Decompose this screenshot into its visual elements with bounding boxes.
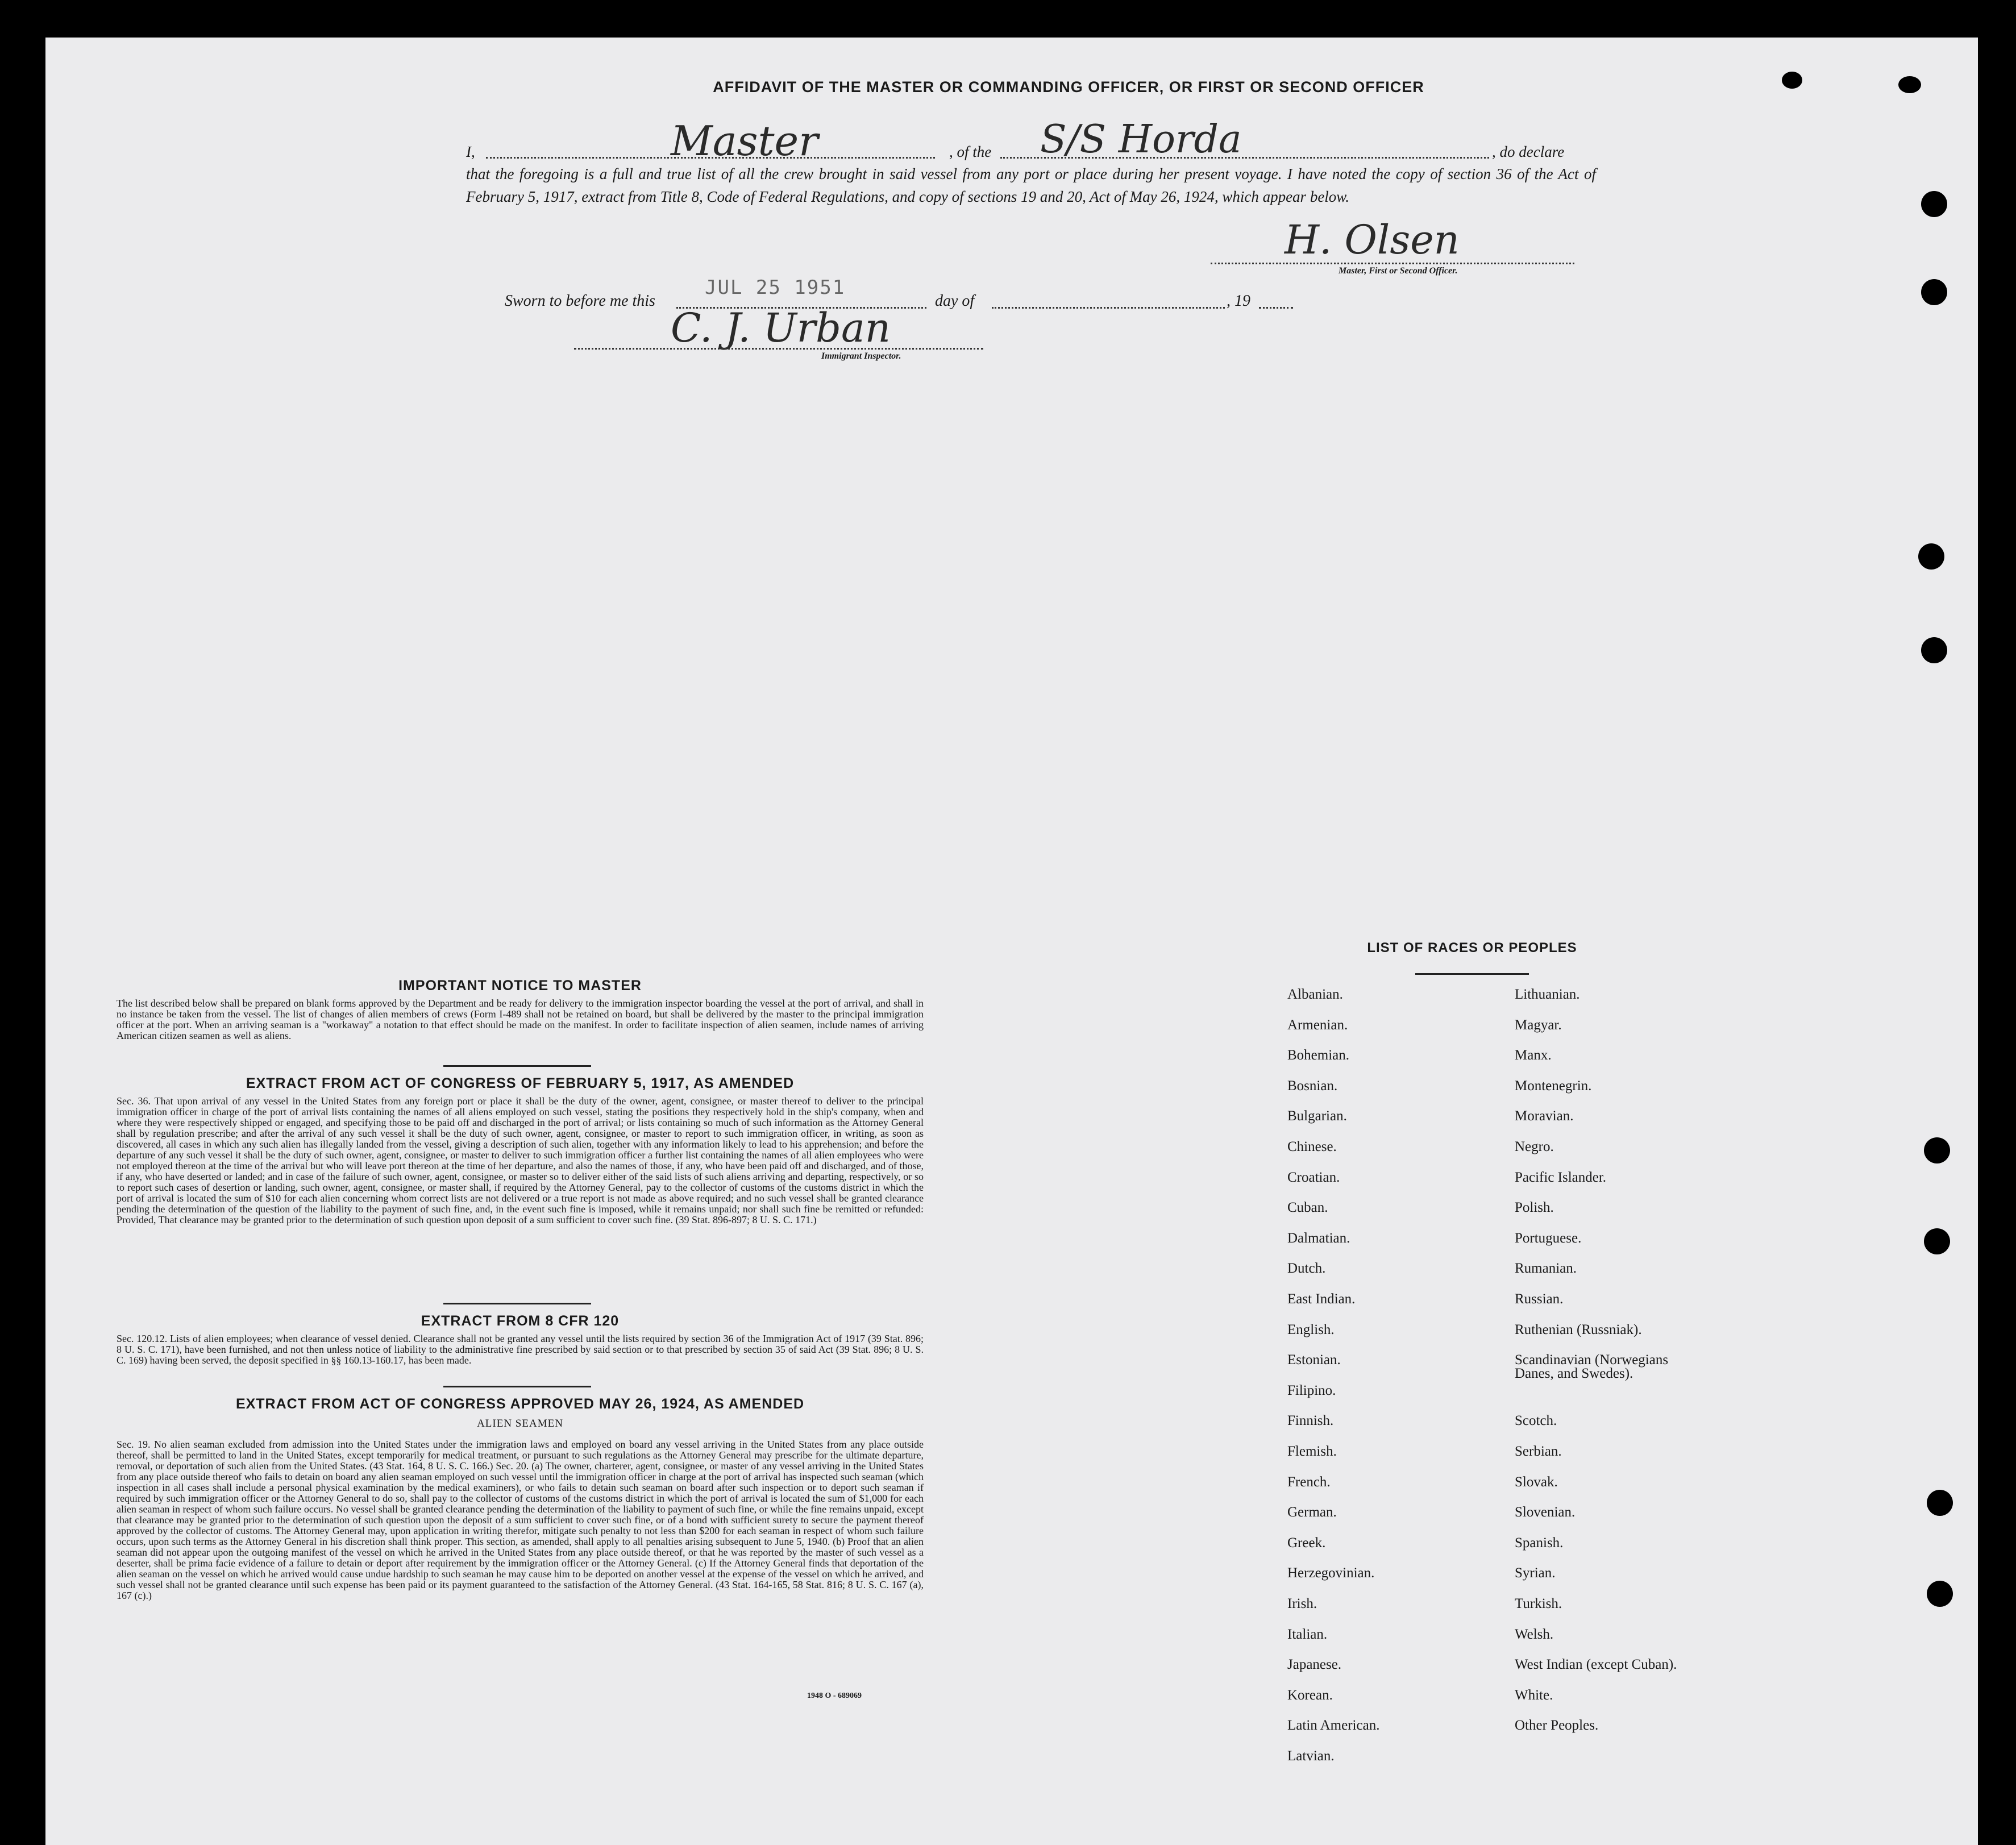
race-item: Flemish. <box>1287 1444 1337 1459</box>
document-page <box>45 38 1978 1845</box>
inspector-line <box>574 348 983 350</box>
race-item: Welsh. <box>1515 1626 1554 1642</box>
race-item: Irish. <box>1287 1596 1317 1611</box>
punch-hole <box>1927 1490 1953 1516</box>
race-item: Serbian. <box>1515 1444 1562 1459</box>
affidavit-i-label: I, <box>466 143 475 160</box>
month-line <box>992 307 1225 309</box>
race-item: Filipino. <box>1287 1382 1336 1398</box>
extract-1917-body: Sec. 36. That upon arrival of any vessel in the United States from any foreign port or place it shall be the duty of the owner, agent, consignee, or master thereof to deliver to the principal immigration officer in charge of the port of arrival lists containing the names of all aliens employed on such vessel, stating the positions they respectively hold in the ship's company, when and where they were respectively shipped or engaged, and specifying those to be paid off and discharged in the port of arrival; or lists containing so much of such information as the Attorney General shall by regulation prescribe; and after the arrival of any such vessel it shall be the duty of such owner, agent, consignee, or master to report to such immigration officer, in writing, as soon as discovered, all cases in which any such alien has illegally landed from the vessel, giving a description of such alien, together with any information likely to lead to his apprehension; and before the departure of any such vessel it shall be the duty of such owner, agent, consignee, or master to deliver to such immigration officer a further list containing the names of all alien employees who were not employed thereon at the time of the arrival but who will leave port thereon at the time of her departure, and also the names of those, if any, who have been paid off and discharged, and of those, if any, who have deserted or landed; and in case of the failure of such owner, agent, consignee, or master so to deliver either of the said lists of such aliens arriving and departing, respectively, or so to report such cases of desertion or landing, such owner, agent, consignee, or master shall, if required by the Attorney General, pay to the collector of customs of the customs district in which the port of arrival is located the sum of $10 for each alien concerning whom correct lists are not delivered or a true report is not made as above required; and no such vessel shall be granted clearance pending the determination of the question of the liability to the payment of such fine, and, in the event such fine is imposed, while it remains unpaid; nor shall such fine be remitted or refunded: Provided, That clearance may be granted prior to the determination of such question upon deposit of a sum sufficient to cover such fine. (39 Stat. 896-897; 8 U. S. C. 171.) <box>117 1095 924 1225</box>
affidavit-body: that the foregoing is a full and true list of all the crew brought in said vessel from any port or place during her present voyage. I have noted the copy of section 36 of the Act of February 5, 1917, extract from Title 8, Code of Federal Regulations, and copy of sections 19 and 20, Act of May 26, 1924, which appear below. <box>466 165 1596 205</box>
race-item: Polish. <box>1515 1200 1554 1216</box>
divider <box>443 1386 591 1387</box>
race-item: Chinese. <box>1287 1139 1337 1154</box>
race-item: Moravian. <box>1515 1108 1574 1124</box>
date-stamp: JUL 25 1951 <box>705 276 846 299</box>
race-item: Korean. <box>1287 1687 1333 1703</box>
punch-hole <box>1898 76 1921 93</box>
race-item: Estonian. <box>1287 1352 1341 1368</box>
affidavit-title: AFFIDAVIT OF THE MASTER OR COMMANDING OFFICER, OR FIRST OR SECOND OFFICER <box>713 78 1424 95</box>
race-item: Bohemian. <box>1287 1048 1350 1063</box>
print-code: 1948 O - 689069 <box>807 1692 862 1700</box>
race-item: Cuban. <box>1287 1200 1328 1216</box>
do-declare-label: , do declare <box>1492 143 1565 160</box>
race-item: Croatian. <box>1287 1169 1340 1185</box>
race-item: Dalmatian. <box>1287 1230 1350 1246</box>
race-item: Other Peoples. <box>1515 1718 1599 1734</box>
extract-1924-subtitle: ALIEN SEAMEN <box>477 1418 563 1430</box>
race-item: Portuguese. <box>1515 1230 1582 1246</box>
divider <box>443 1303 591 1304</box>
extract-1924-title: EXTRACT FROM ACT OF CONGRESS APPROVED MAY 26, 1924, AS AMENDED <box>235 1396 805 1412</box>
race-item: Manx. <box>1515 1048 1552 1063</box>
day-of-label: day of <box>935 292 975 310</box>
races-title: LIST OF RACES OR PEOPLES <box>1367 940 1577 955</box>
race-item: Bulgarian. <box>1287 1108 1347 1124</box>
punch-hole <box>1924 1137 1950 1163</box>
race-item: Syrian. <box>1515 1565 1556 1581</box>
race-item: East Indian. <box>1287 1291 1356 1307</box>
punch-hole <box>1782 72 1802 89</box>
divider <box>443 1065 591 1067</box>
race-item: Herzegovinian. <box>1287 1565 1375 1581</box>
race-item: Bosnian. <box>1287 1078 1338 1094</box>
divider <box>1415 973 1529 975</box>
race-item: Slovak. <box>1515 1474 1558 1490</box>
year-prefix: , 19 <box>1227 292 1250 310</box>
inspector-signature: C. J. Urban <box>671 305 891 351</box>
year-line <box>1259 307 1293 309</box>
officer-handwritten: Master <box>671 117 818 165</box>
race-item: Spanish. <box>1515 1535 1564 1551</box>
extract-cfr-title: EXTRACT FROM 8 CFR 120 <box>421 1313 620 1329</box>
race-item: German. <box>1287 1505 1337 1520</box>
race-item: Turkish. <box>1515 1596 1562 1611</box>
extract-cfr-body: Sec. 120.12. Lists of alien employees; when clearance of vessel denied. Clearance shall not be granted any vessel until the lists required by section 36 of the Immigration Act of 1917 (39 Stat. 896; 8 U. S. C. 171), have been furnished, and not then unless notice of liability to the administrative fine prescribed by said section or to that prescribed by section 35 of said Act (39 Stat. 896; 8 U. S. C. 169) having been served, the deposit specified in §§ 160.13-160.17, has been made. <box>117 1333 924 1366</box>
sworn-label: Sworn to before me this <box>505 292 655 310</box>
race-item: English. <box>1287 1322 1335 1337</box>
race-item: West Indian (except Cuban). <box>1515 1657 1677 1673</box>
punch-hole <box>1921 279 1947 305</box>
race-item: French. <box>1287 1474 1331 1490</box>
race-item: Montenegrin. <box>1515 1078 1592 1094</box>
race-item: Italian. <box>1287 1626 1328 1642</box>
race-item: Russian. <box>1515 1291 1564 1307</box>
extract-1917-title: EXTRACT FROM ACT OF CONGRESS OF FEBRUARY 5, 1917, AS AMENDED <box>246 1075 795 1091</box>
race-item: Lithuanian. <box>1515 987 1580 1002</box>
notice-body: The list described below shall be prepared on blank forms approved by the Department and be ready for delivery to the immigration inspector boarding the vessel at the port of arrival, and shall in no instance be taken from the vessel. The list of changes of alien members of crews (Form I-489 shall not be retained on board, but shall be delivered by the master to the principal immigration officer at the port. When an arriving seaman is a "workaway" a notation to that effect should be made on the manifest. In order to facilitate inspection of alien seamen, include names of arriving American citizen seamen as well as aliens. <box>117 998 924 1041</box>
race-item: Pacific Islander. <box>1515 1169 1607 1185</box>
race-item: Scandinavian (Norwegians Danes, and Swedes). <box>1515 1352 1669 1382</box>
of-the-label: , of the <box>949 143 992 160</box>
race-item: Slovenian. <box>1515 1505 1576 1520</box>
punch-hole <box>1921 637 1947 663</box>
race-item: Japanese. <box>1287 1657 1342 1673</box>
punch-hole <box>1921 191 1947 217</box>
extract-1924-body: Sec. 19. No alien seaman excluded from admission into the United States under the immigration laws and employed on board any vessel arriving in the United States from any place outside thereof, shall be permitted to land in the United States, except temporarily for medical treatment, or pursuant to such regulations as the Attorney General may prescribe for the ultimate departure, removal, or deportation of such alien from the United States. (43 Stat. 164, 8 U. S. C. 166.) Sec. 20. (a) The owner, charterer, agent, consignee, or master of any vessel arriving in the United States from any place outside thereof who fails to detain on board any alien seaman employed on such vessel until the immigration officer in charge at the port of arrival has inspected such seaman (which inspection in all cases shall include a personal physical examination by the medical examiners), or who fails to detain such seaman on board after such inspection or to deport such seaman if required by such immigration officer or the Attorney General to do so, shall pay to the collector of customs of the customs district in which the port of arrival is located the sum of $1,000 for each alien seaman in respect of whom such failure occurs. No vessel shall be granted clearance pending the determination of the liability to payment of such fine, or while the fine remains unpaid, except that clearance may be granted prior to the determination of such question upon the deposit of a sum sufficient to cover such fine, or of a bond with sufficient surety to secure the payment thereof approved by the collector of customs. The Attorney General may, upon application in writing therefor, mitigate such penalty to not less than $200 for each seaman in respect of whom such failure occurs, upon such terms as the Attorney General in his discretion shall think proper. This section, as amended, shall apply to all penalties arising subsequent to June 5, 1940. (b) Proof that an alien seaman did not appear upon the outgoing manifest of the vessel on which he arrived in the United States from any place outside thereof, or that he was reported by the master of such vessel as a deserter, shall be prima facie evidence of a failure to detain or deport after requirement by the immigration officer or the Attorney General. (c) If the Attorney General finds that deportation of the alien seaman on the vessel on which he arrived would cause undue hardship to such seaman he may cause him to be deported on another vessel at the expense of the vessel on which he arrived, and such vessel shall not be granted clearance until such expense has been paid or its payment guaranteed to the satisfaction of the Attorney General. (43 Stat. 164-165, 58 Stat. 816; 8 U. S. C. 167 (a), 167 (c).) <box>117 1439 924 1601</box>
race-item: Dutch. <box>1287 1261 1326 1277</box>
race-item: Latin American. <box>1287 1718 1380 1734</box>
punch-hole <box>1918 543 1944 570</box>
inspector-caption: Immigrant Inspector. <box>821 351 901 361</box>
master-signature: H. Olsen <box>1285 217 1460 263</box>
signature-line <box>1211 263 1574 264</box>
race-item: Latvian. <box>1287 1748 1335 1764</box>
signature-caption: Master, First or Second Officer. <box>1339 266 1458 276</box>
race-item: Ruthenian (Russniak). <box>1515 1322 1642 1337</box>
race-item: Armenian. <box>1287 1017 1348 1033</box>
punch-hole <box>1927 1581 1953 1607</box>
race-item: Finnish. <box>1287 1413 1334 1429</box>
punch-hole <box>1924 1228 1950 1254</box>
race-item: Scotch. <box>1515 1413 1557 1429</box>
notice-title: IMPORTANT NOTICE TO MASTER <box>398 978 642 994</box>
race-item: White. <box>1515 1687 1553 1703</box>
race-item: Magyar. <box>1515 1017 1562 1033</box>
race-item: Negro. <box>1515 1139 1554 1154</box>
race-item: Greek. <box>1287 1535 1326 1551</box>
race-item: Rumanian. <box>1515 1261 1577 1277</box>
vessel-handwritten: S/S Horda <box>1040 117 1242 162</box>
race-item: Albanian. <box>1287 987 1343 1002</box>
